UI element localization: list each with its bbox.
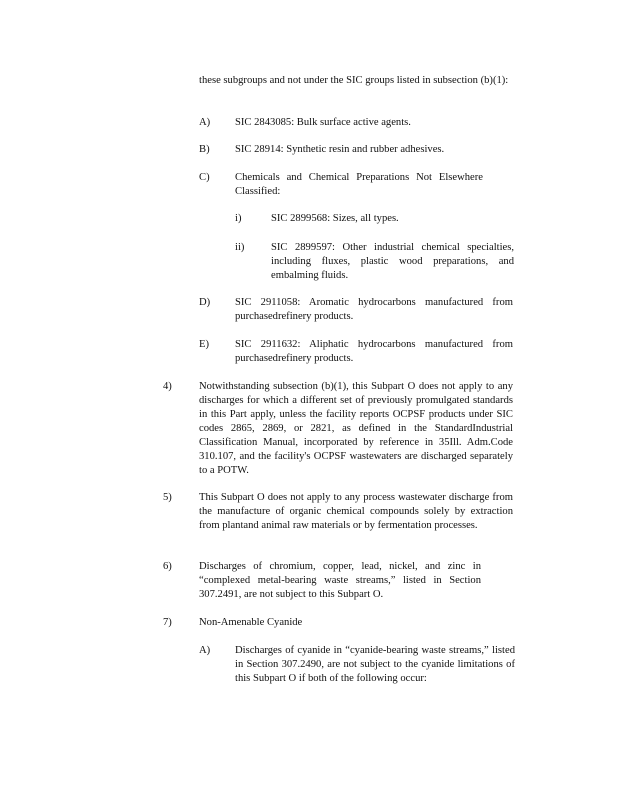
item-label-d: D) <box>199 297 211 308</box>
section-label-7: 7) <box>163 617 172 628</box>
subitem-label-i: i) <box>235 213 242 224</box>
subsection-label-7a: A) <box>199 645 211 656</box>
item-text-d: SIC 2911058: Aromatic hydrocarbons manufactured from purchasedrefinery products. <box>235 297 513 322</box>
section-label-4: 4) <box>163 381 172 392</box>
section-text-6: Discharges of chromium, copper, lead, nickel, and zinc in “complexed metal-bearing waste streams,” listed in Section 307.2491, are not subject to this Subpart O. <box>199 561 481 600</box>
section-text-7: Non-Amenable Cyanide <box>199 617 303 628</box>
item-label-e: E) <box>199 339 209 350</box>
item-text-a: SIC 2843085: Bulk surface active agents. <box>235 117 411 128</box>
item-label-b: B) <box>199 144 210 155</box>
intro-paragraph: these subgroups and not under the SIC groups listed in subsection (b)(1): <box>199 75 509 86</box>
subitem-label-ii: ii) <box>235 242 245 253</box>
section-label-5: 5) <box>163 492 172 503</box>
section-text-4: Notwithstanding subsection (b)(1), this Subpart O does not apply to any discharges for which a different set of previously promulgated standards in this Part apply, unless the facility reports OCPSF products under SIC codes 2865, 2869, or 2821, as defined in the StandardIndustrial Classification Manual, incorporated by reference in 35Ill. Adm.Code 310.107, and the facility's OCPSF wastewaters are discharged separately to a POTW. <box>199 381 513 476</box>
subitem-text-ii: SIC 2899597: Other industrial chemical specialties, including fluxes, plastic wood preparations, and embalming fluids. <box>271 242 514 281</box>
item-text-b: SIC 28914: Synthetic resin and rubber adhesives. <box>235 144 445 155</box>
section-label-6: 6) <box>163 561 172 572</box>
item-text-c: Chemicals and Chemical Preparations Not Elsewhere Classified: <box>235 172 483 197</box>
subitem-text-i: SIC 2899568: Sizes, all types. <box>271 213 399 224</box>
item-label-c: C) <box>199 172 210 183</box>
item-text-e: SIC 2911632: Aliphatic hydrocarbons manufactured from purchasedrefinery products. <box>235 339 513 364</box>
section-text-5: This Subpart O does not apply to any process wastewater discharge from the manufacture of organic chemical compounds solely by extraction from plantand animal raw materials or by fermentation processes. <box>199 492 513 531</box>
item-label-a: A) <box>199 117 211 128</box>
subsection-text-7a: Discharges of cyanide in “cyanide-bearing waste streams,” listed in Section 307.2490, are not subject to the cyanide limitations of this Subpart O if both of the following occur: <box>235 645 515 684</box>
